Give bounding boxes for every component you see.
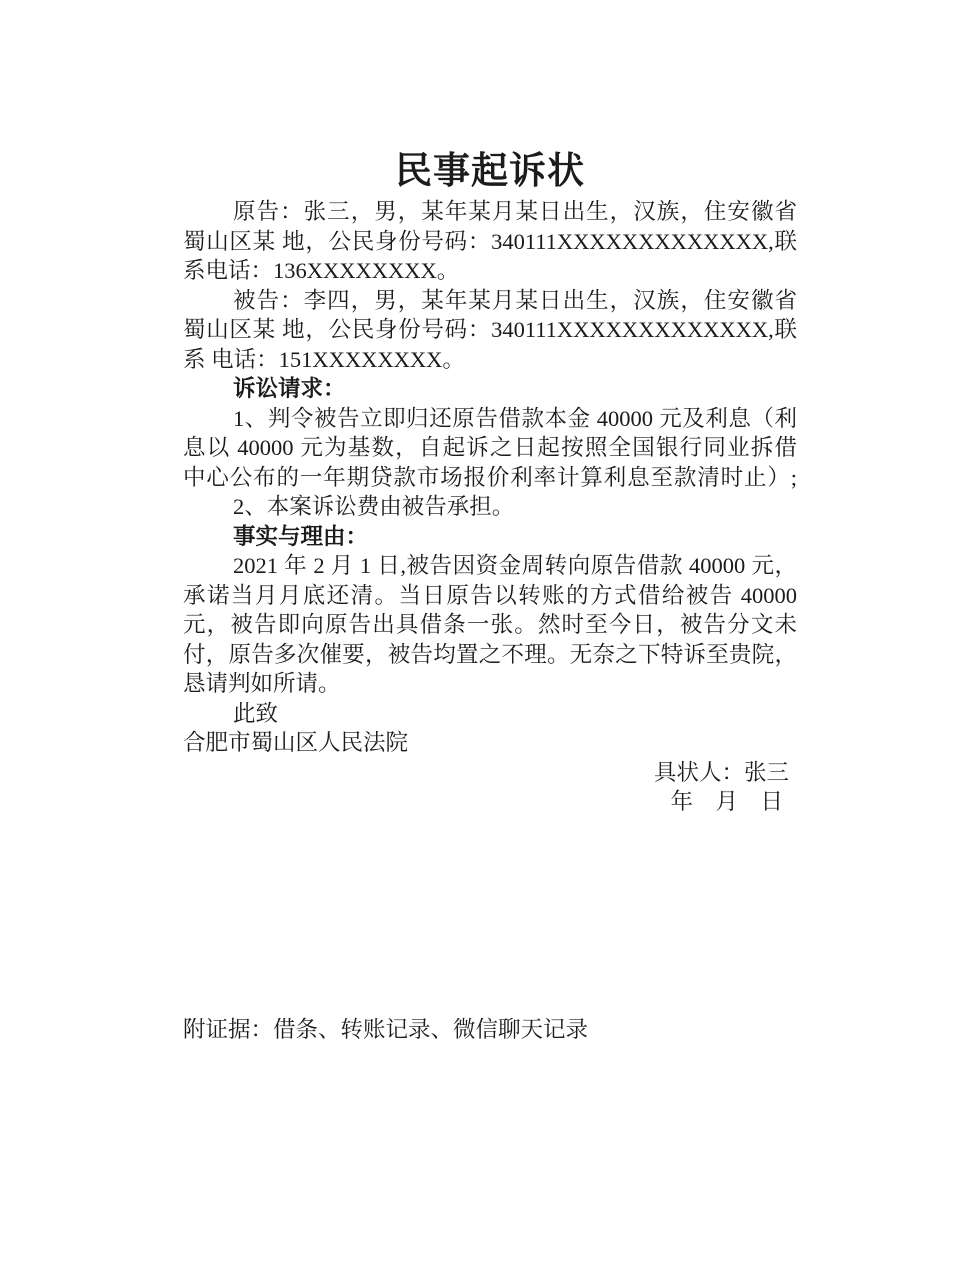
civil-complaint-document — [183, 152, 797, 1044]
signature-date: 年 月 日 — [670, 789, 783, 814]
claim-item-1-line: 1、判令被告立即归还原告借款本金 40000 元及利息（利 — [233, 405, 797, 431]
plaintiff-line: 原告：张三，男，某年某月某日出生，汉族，住安徽省 — [233, 199, 797, 224]
facts-line: 恳请判如所请。 — [183, 671, 341, 696]
closing-salute: 此致 — [233, 700, 279, 726]
facts-line: 2021 年 2 月 1 日,被告因资金周转向原告借款 40000 元， — [233, 553, 797, 578]
claim-item-1-line: 中心公布的一年期贷款市场报价利率计算利息至款清时止）; — [183, 464, 797, 490]
claim-item-1-line: 息以 40000 元为基数，自起诉之日起按照全国银行同业拆借 — [183, 435, 797, 460]
signature-signer: 具状人：张三 — [653, 759, 789, 785]
facts-line: 元，被告即向原告出具借条一张。然时至今日，被告分文未 — [183, 612, 797, 637]
claims-heading: 诉讼请求： — [233, 376, 346, 401]
defendant-line: 蜀山区某 地，公民身份号码：340111XXXXXXXXXXXXX,联 — [183, 317, 797, 342]
defendant-line: 系 电话：151XXXXXXXX。 — [183, 346, 465, 372]
facts-line: 付，原告多次催要，被告均置之不理。无奈之下特诉至贵院， — [183, 641, 797, 667]
facts-line: 承诺当月月底还清。当日原告以转账的方式借给被告 40000 — [183, 582, 797, 608]
closing-court-name: 合肥市蜀山区人民法院 — [183, 730, 409, 755]
plaintiff-line: 系电话：136XXXXXXXX。 — [183, 258, 460, 283]
document-title: 民事起诉状 — [395, 151, 585, 192]
facts-heading: 事实与理由： — [233, 523, 369, 549]
evidence-list: 附证据：借条、转账记录、微信聊天记录 — [183, 1016, 589, 1042]
defendant-line: 被告：李四，男，某年某月某日出生，汉族，住安徽省 — [233, 287, 797, 313]
plaintiff-line: 蜀山区某 地，公民身份号码：340111XXXXXXXXXXXXX,联 — [183, 228, 797, 254]
claim-item-2: 2、本案诉讼费由被告承担。 — [233, 494, 515, 519]
